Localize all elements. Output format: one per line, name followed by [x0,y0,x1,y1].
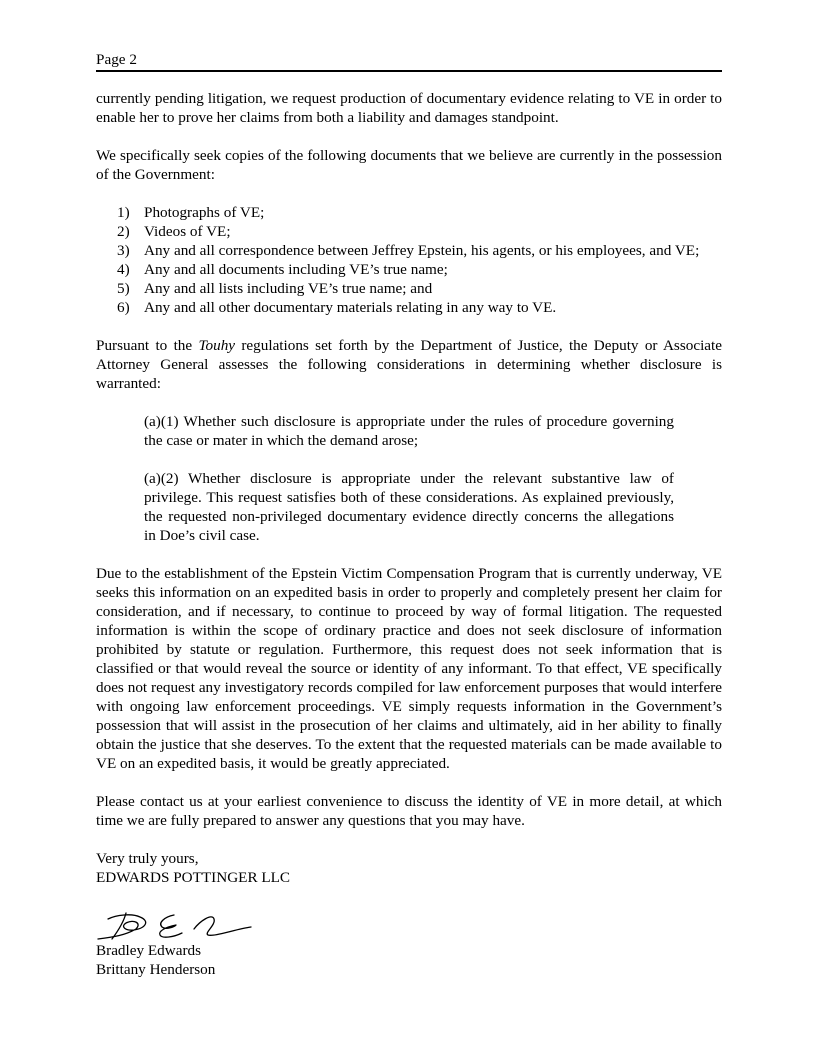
list-item: 1) Photographs of VE; [117,204,265,221]
closing-salutation: Very truly yours, [96,850,199,867]
paragraph-contact: Please contact us at your earliest convenience to discuss the identity of VE in more detail, at which time we are fully prepared to answer any questions that you may have. [96,793,722,829]
page-header [96,50,722,72]
list-item: 2) Videos of VE; [117,223,231,240]
handwritten-signature [96,899,256,943]
requested-documents-list [96,203,722,317]
block-quote-a1: (a)(1) Whether such disclosure is appropriate under the rules of procedure governing the case or mater in which the demand arose; [144,413,674,449]
block-quote-a2: (a)(2) Whether disclosure is appropriate under the relevant substantive law of privilege. This request satisfies both of these considerations. As explained previously, the requested non-privileged documentary evidence directly concerns the allegations in Doe’s civil case. [144,470,674,544]
paragraph-touhy: Pursuant to the Touhy regulations set forth by the Department of Justice, the Deputy or Associate Attorney General assesses the following considerations in determining whether disclosure is warranted: [96,337,722,392]
signer-name-2: Brittany Henderson [96,961,216,978]
list-item: 3) Any and all correspondence between Jeffrey Epstein, his agents, or his employees, and VE; [117,242,700,259]
list-item: 6) Any and all other documentary materials relating in any way to VE. [117,299,557,316]
paragraph-intro: currently pending litigation, we request production of documentary evidence relating to VE in order to enable her to prove her claims from both a liability and damages standpoint. [96,90,722,126]
signer-name-1: Bradley Edwards [96,942,202,959]
touhy-italic: Touhy [198,337,236,354]
firm-name: EDWARDS POTTINGER LLC [96,869,291,886]
letter-body [96,89,722,979]
list-item: 4) Any and all documents including VE’s true name; [117,261,448,278]
list-item: 5) Any and all lists including VE’s true name; and [117,280,433,297]
paragraph-compensation-program: Due to the establishment of the Epstein Victim Compensation Program that is currently underway, VE seeks this information on an expedited basis in order to properly and completely present her claim for consideration, and if necessary, to continue to proceed by way of formal litigation. The requested information is within the scope of ordinary practice and does not seek disclosure of information prohibited by statute or regulation. Furthermore, this request does not seek information that is classified or that would reveal the source or identity of any informant. To that effect, VE specifically does not request any investigatory records compiled for law enforcement purposes that would interfere with ongoing law enforcement proceedings. VE simply requests information in the Government’s possession that will assist in the prosecution of her claims and ultimately, aid in her ability to finally obtain the justice that she deserves. To the extent that the requested materials can be made available to VE on an expedited basis, it would be greatly appreciated. [96,565,722,772]
paragraph-request: We specifically seek copies of the following documents that we believe are currently in the possession of the Government: [96,147,722,183]
page-number: Page 2 [96,51,137,68]
